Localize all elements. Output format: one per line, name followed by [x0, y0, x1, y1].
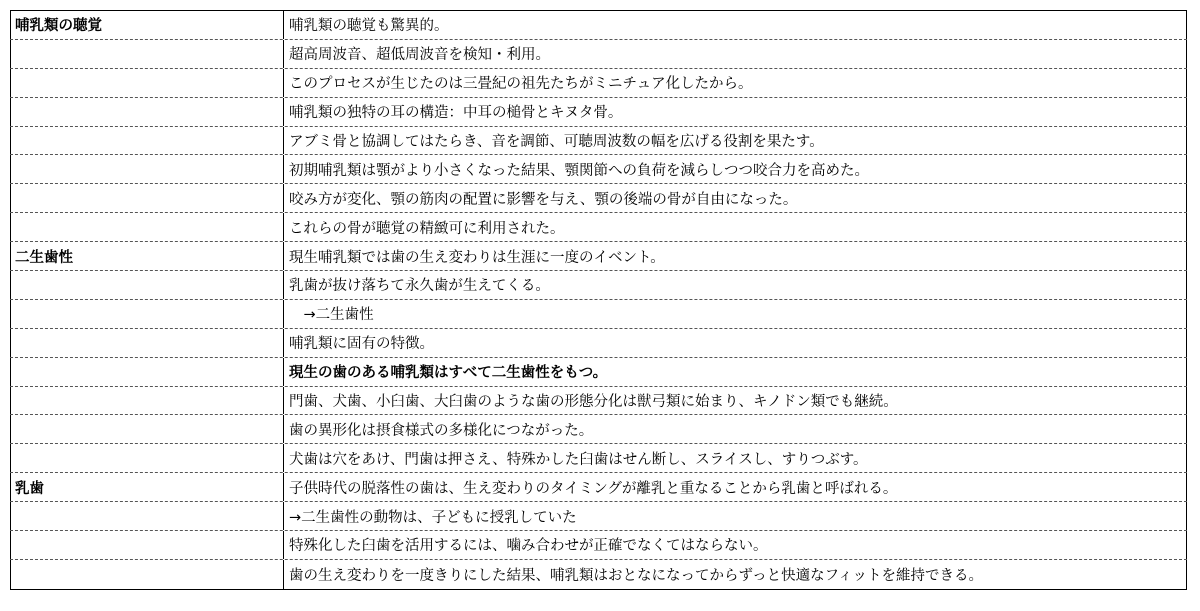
topic-cell[interactable]	[10, 40, 284, 68]
note-cell[interactable]: →二生歯性の動物は、子どもに授乳していた	[284, 502, 1187, 530]
note-cell[interactable]: 特殊化した臼歯を活用するには、噛み合わせが正確でなくてはならない。	[284, 531, 1187, 559]
table-row	[10, 184, 1187, 213]
topic-cell[interactable]	[10, 271, 284, 299]
note-cell[interactable]: →二生歯性	[284, 300, 1187, 328]
topic-cell[interactable]	[10, 444, 284, 472]
table-row	[10, 473, 1187, 502]
note-cell[interactable]: 哺乳類の独特の耳の構造：中耳の槌骨とキヌタ骨。	[284, 98, 1187, 126]
table-row	[10, 127, 1187, 156]
note-cell[interactable]: 哺乳類に固有の特徴。	[284, 329, 1187, 357]
topic-cell[interactable]	[10, 155, 284, 183]
note-cell[interactable]: 犬歯は穴をあけ、門歯は押さえ、特殊かした臼歯はせん断し、スライスし、すりつぶす。	[284, 444, 1187, 472]
topic-cell[interactable]	[10, 127, 284, 155]
note-cell[interactable]: 子供時代の脱落性の歯は、生え変わりのタイミングが離乳と重なることから乳歯と呼ばれる。	[284, 473, 1187, 501]
table-row	[10, 213, 1187, 242]
topic-cell[interactable]	[10, 69, 284, 97]
note-cell[interactable]: 現生哺乳類では歯の生え変わりは生涯に一度のイベント。	[284, 242, 1187, 270]
topic-cell[interactable]: 哺乳類の聴覚	[10, 11, 284, 39]
table-row	[10, 155, 1187, 184]
table-row	[10, 444, 1187, 473]
topic-cell[interactable]: 乳歯	[10, 473, 284, 501]
topic-cell[interactable]	[10, 329, 284, 357]
topic-cell[interactable]: 二生歯性	[10, 242, 284, 270]
topic-cell[interactable]	[10, 98, 284, 126]
table-row	[10, 98, 1187, 127]
note-cell[interactable]: これらの骨が聴覚の精緻可に利用された。	[284, 213, 1187, 241]
note-cell[interactable]: このプロセスが生じたのは三畳紀の祖先たちがミニチュア化したから。	[284, 69, 1187, 97]
table-row	[10, 358, 1187, 387]
note-cell[interactable]: 門歯、犬歯、小臼歯、大臼歯のような歯の形態分化は獣弓類に始まり、キノドン類でも継続。	[284, 387, 1187, 415]
note-cell[interactable]: 超高周波音、超低周波音を検知・利用。	[284, 40, 1187, 68]
table-row	[10, 11, 1187, 40]
note-cell[interactable]: 歯の生え変わりを一度きりにした結果、哺乳類はおとなになってからずっと快適なフィットを維持できる。	[284, 560, 1187, 589]
table-row	[10, 387, 1187, 416]
topic-cell[interactable]	[10, 184, 284, 212]
note-cell[interactable]: 咬み方が変化、顎の筋肉の配置に影響を与え、顎の後端の骨が自由になった。	[284, 184, 1187, 212]
note-cell[interactable]: 歯の異形化は摂食様式の多様化につながった。	[284, 415, 1187, 443]
topic-cell[interactable]	[10, 300, 284, 328]
topic-cell[interactable]	[10, 358, 284, 386]
table-row	[10, 271, 1187, 300]
note-cell[interactable]: 初期哺乳類は顎がより小さくなった結果、顎関節への負荷を減らしつつ咬合力を高めた。	[284, 155, 1187, 183]
table-row	[10, 40, 1187, 69]
note-cell[interactable]: アブミ骨と協調してはたらき、音を調節、可聴周波数の幅を広げる役割を果たす。	[284, 127, 1187, 155]
table-row	[10, 502, 1187, 531]
table-row	[10, 329, 1187, 358]
table-row	[10, 242, 1187, 271]
topic-cell[interactable]	[10, 560, 284, 589]
topic-cell[interactable]	[10, 502, 284, 530]
table-row	[10, 415, 1187, 444]
table-row	[10, 300, 1187, 329]
topic-cell[interactable]	[10, 213, 284, 241]
topic-cell[interactable]	[10, 531, 284, 559]
topic-cell[interactable]	[10, 415, 284, 443]
table-row	[10, 69, 1187, 98]
note-cell[interactable]: 乳歯が抜け落ちて永久歯が生えてくる。	[284, 271, 1187, 299]
note-cell[interactable]: 哺乳類の聴覚も驚異的。	[284, 11, 1187, 39]
table-row	[10, 560, 1187, 589]
topic-cell[interactable]	[10, 387, 284, 415]
notes-table	[10, 10, 1187, 590]
table-row	[10, 531, 1187, 560]
note-cell-bold[interactable]: 現生の歯のある哺乳類はすべて二生歯性をもつ。	[284, 358, 1187, 386]
